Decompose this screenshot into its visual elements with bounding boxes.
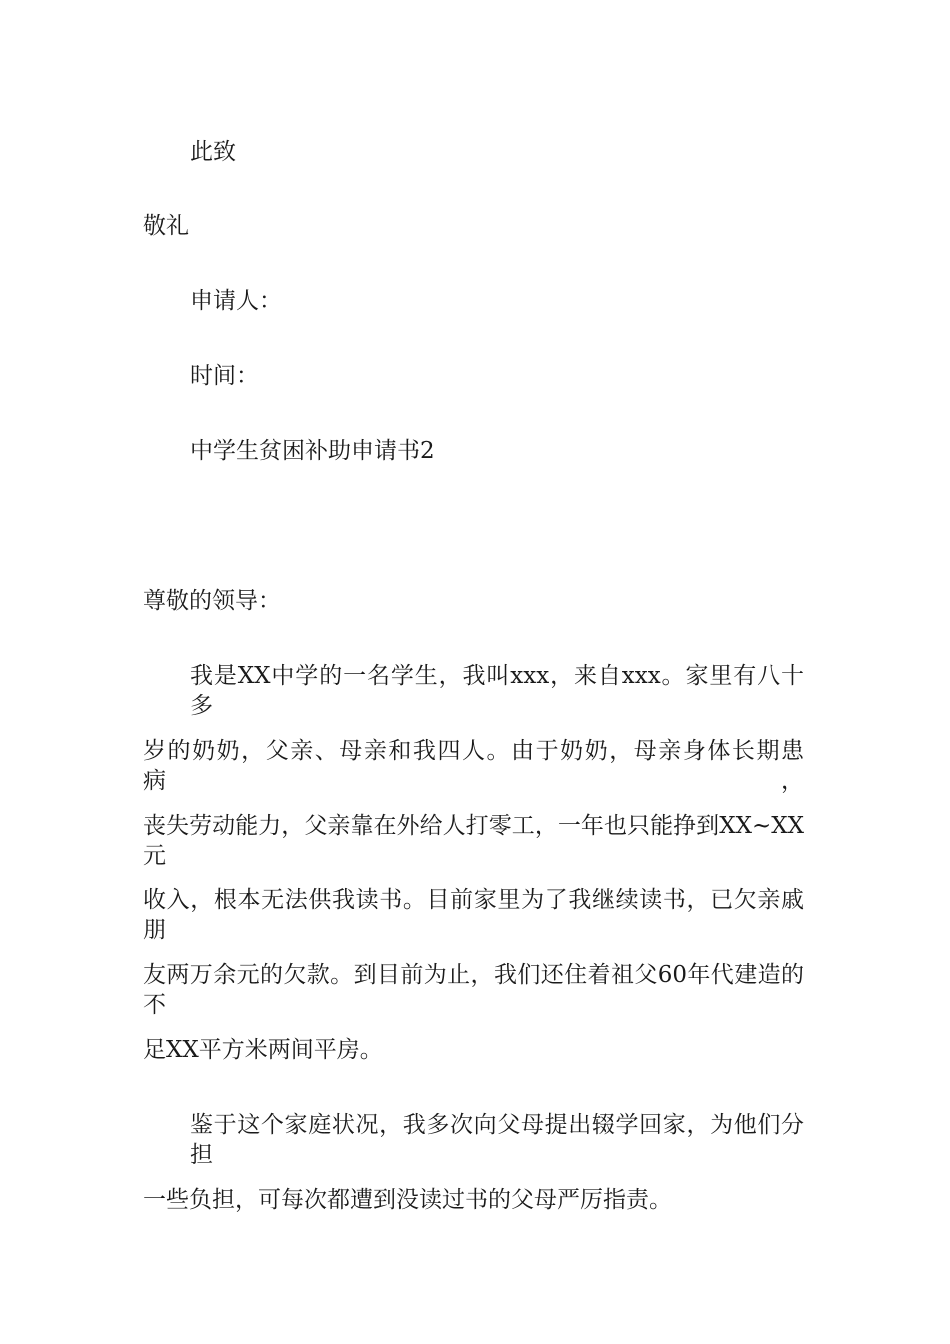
paragraph1-line-3: 丧失劳动能力，父亲靠在外给人打零工，一年也只能挣到XX~XX元: [143, 813, 804, 869]
paragraph1-line-5: 友两万余元的欠款。到目前为止，我们还住着祖父60年代建造的不: [143, 962, 804, 1018]
paragraph2-line-2: 一些负担，可每次都遭到没读过书的父母严厉指责。: [143, 1187, 672, 1213]
paragraph1-line-2: 岁的奶奶，父亲、母亲和我四人。由于奶奶，母亲身体长期患病，: [143, 738, 804, 794]
time-label: 时间：: [190, 363, 259, 389]
letter-greeting: 尊敬的领导：: [143, 588, 281, 614]
letter-title: 中学生贫困补助申请书2: [190, 438, 435, 464]
applicant-label: 申请人：: [190, 288, 282, 314]
paragraph1-line-6: 足XX平方米两间平房。: [143, 1037, 383, 1063]
paragraph1-line-1: 我是XX中学的一名学生，我叫xxx，来自xxx。家里有八十多: [190, 663, 804, 719]
paragraph1-line-4: 收入，根本无法供我读书。目前家里为了我继续读书，已欠亲戚朋: [143, 887, 804, 943]
closing-respect: 敬礼: [143, 213, 189, 239]
closing-salutation: 此致: [190, 139, 236, 165]
paragraph2-line-1: 鉴于这个家庭状况，我多次向父母提出辍学回家，为他们分担: [190, 1112, 804, 1168]
